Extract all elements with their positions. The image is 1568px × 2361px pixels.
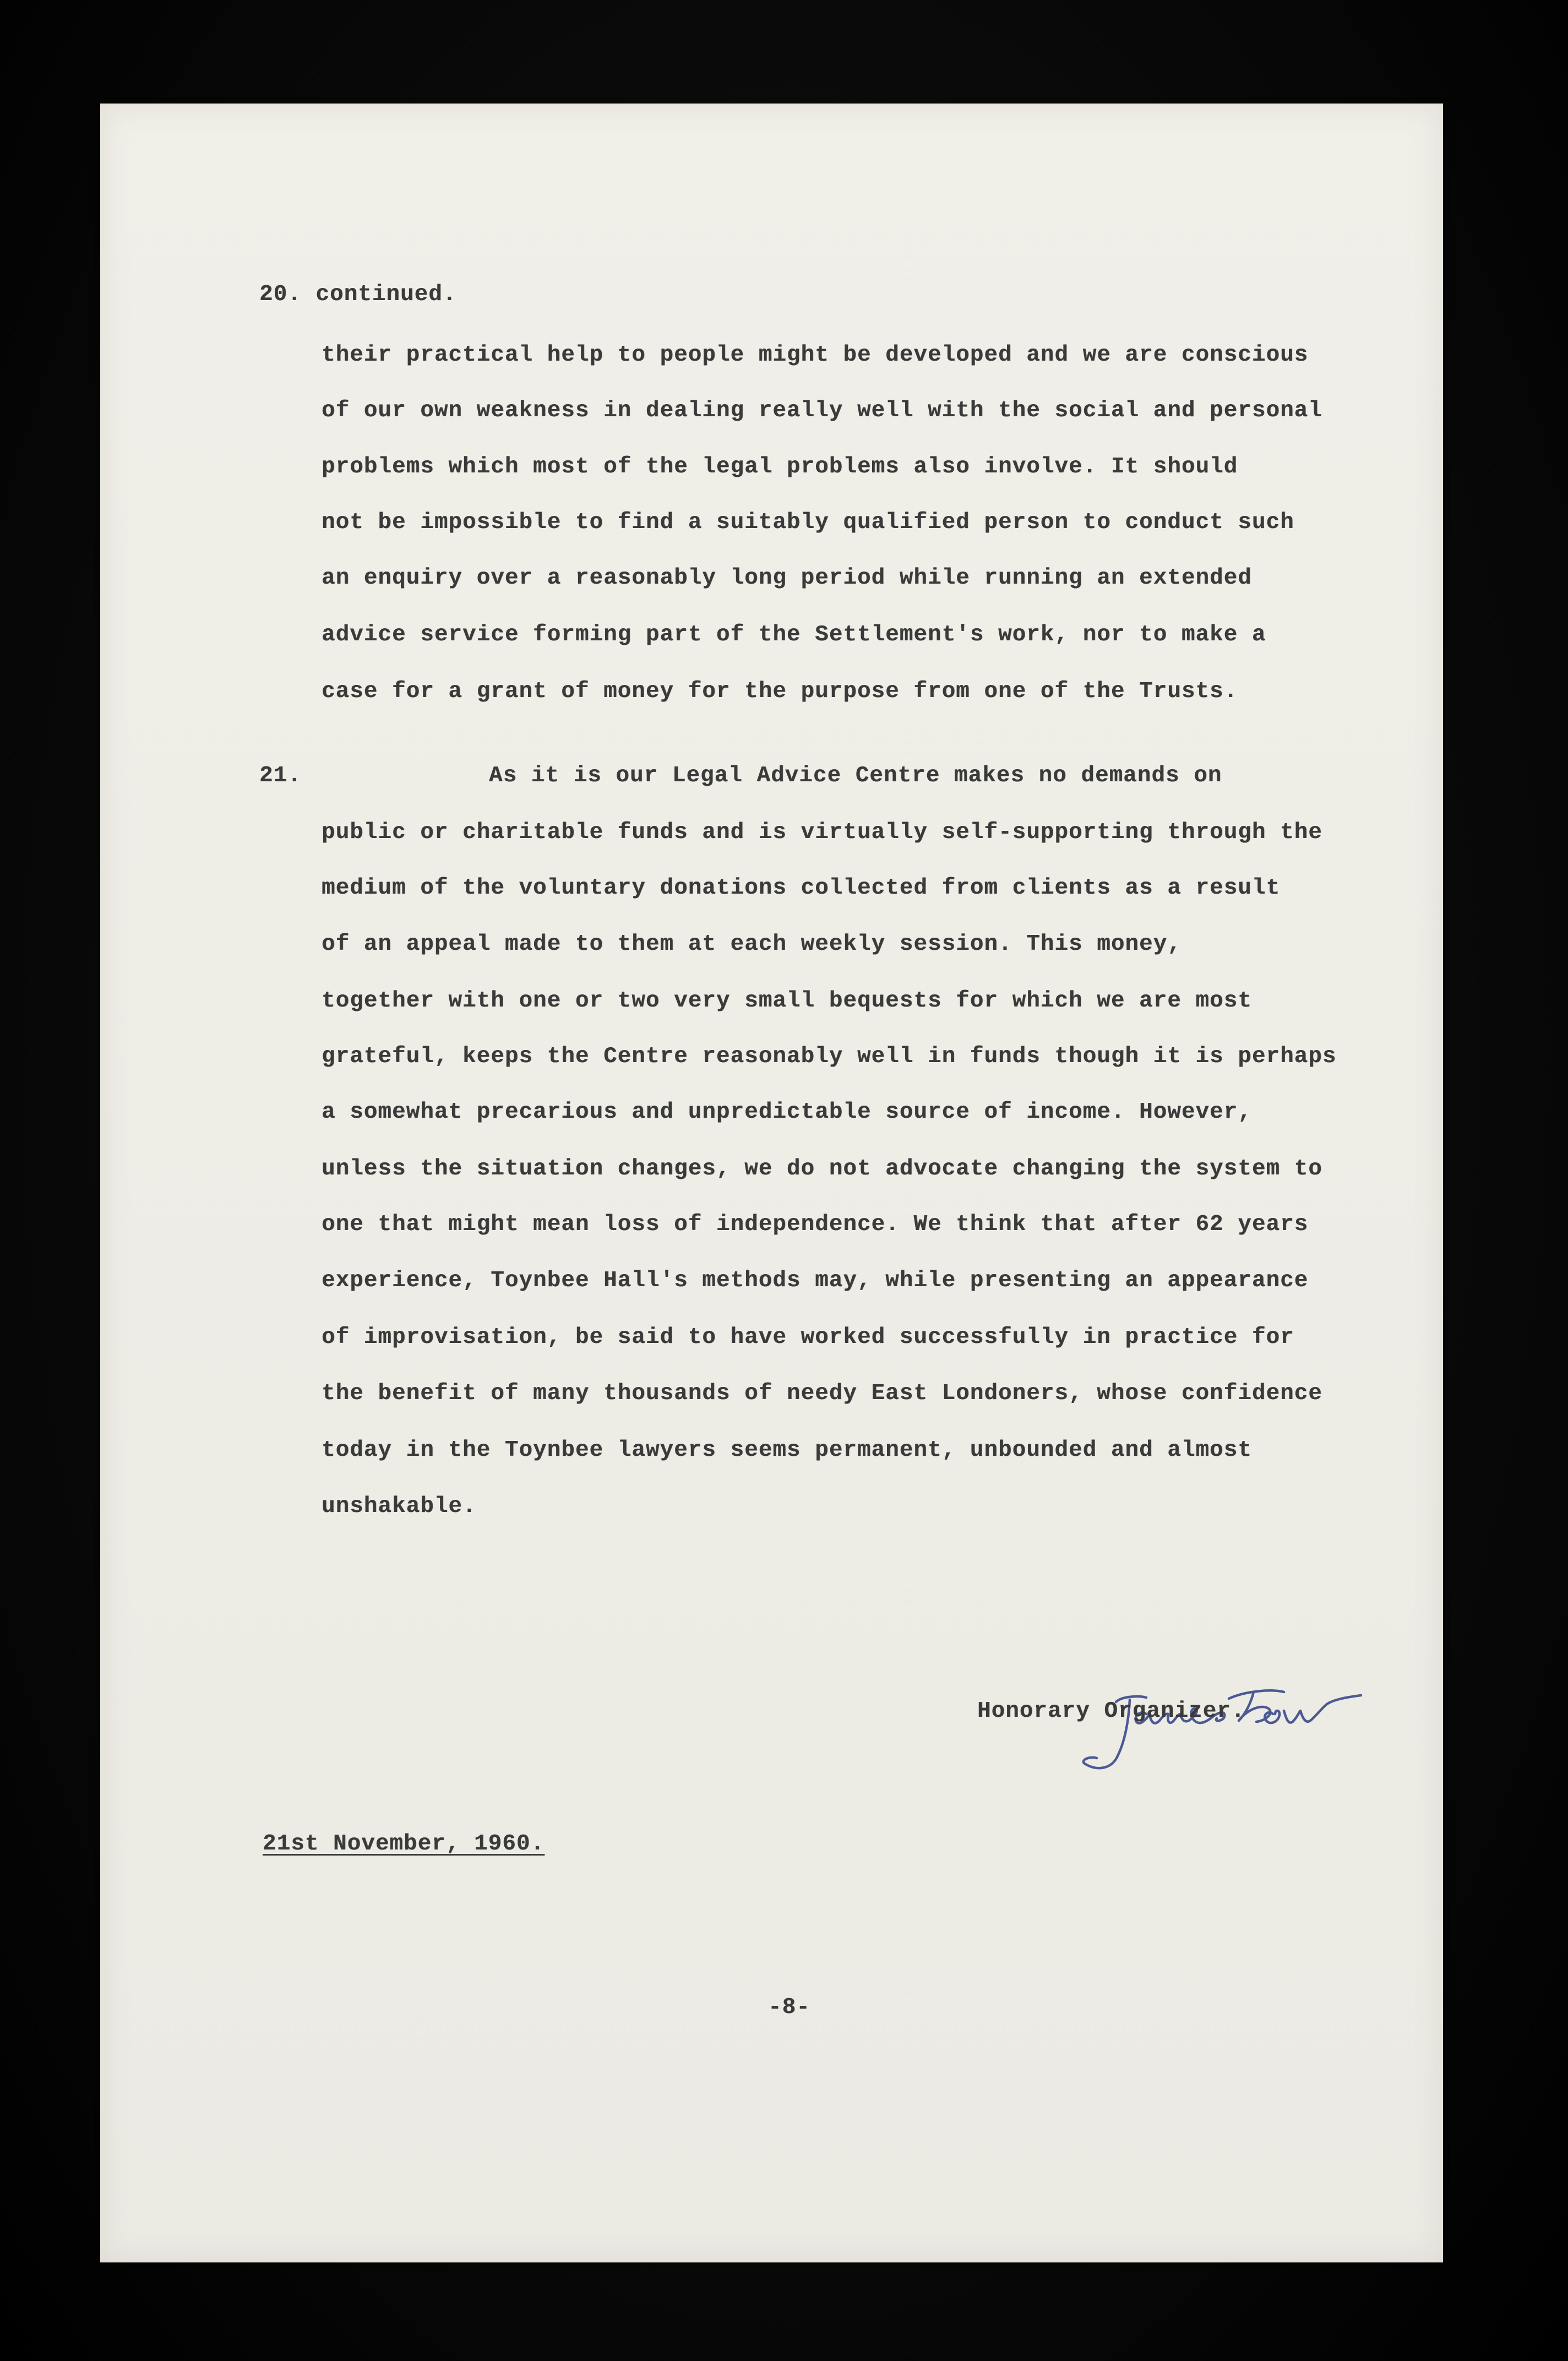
document-date: 21st November, 1960. <box>263 1831 545 1857</box>
paragraph-21-line: the benefit of many thousands of needy East Londoners, whose confidence <box>322 1381 1322 1406</box>
signatory-title: Honorary Organizer. <box>977 1699 1245 1724</box>
signature-text: James Bow <box>1064 1668 1112 1678</box>
paragraph-20-line: case for a grant of money for the purpose from one of the Trusts. <box>322 679 1238 704</box>
handwritten-signature <box>1064 1668 1422 1786</box>
continued-heading: 20. continued. <box>259 282 457 307</box>
paragraph-20-line: their practical help to people might be developed and we are conscious <box>322 342 1309 368</box>
paragraph-21-line: together with one or two very small bequests for which we are most <box>322 988 1252 1014</box>
page-number: -8- <box>768 1995 810 2020</box>
paragraph-20-line: an enquiry over a reasonably long period while running an extended <box>322 565 1252 591</box>
document-page <box>100 104 1443 2262</box>
paragraph-21-line: of an appeal made to them at each weekly session. This money, <box>322 932 1182 957</box>
paragraph-21-line: a somewhat precarious and unpredictable source of income. However, <box>322 1100 1252 1125</box>
paragraph-20-line: problems which most of the legal problems also involve. It should <box>322 454 1238 480</box>
paragraph-21-line: experience, Toynbee Hall's methods may, while presenting an appearance <box>322 1268 1309 1293</box>
paragraph-21-line: unless the situation changes, we do not advocate changing the system to <box>322 1156 1322 1182</box>
paragraph-21-number: 21. <box>259 763 302 788</box>
paragraph-21-line: one that might mean loss of independence. We think that after 62 years <box>322 1212 1309 1237</box>
paragraph-20-line: not be impossible to find a suitably qualified person to conduct such <box>322 510 1294 535</box>
paragraph-21-line: today in the Toynbee lawyers seems permanent, unbounded and almost <box>322 1438 1252 1463</box>
paragraph-21-line: medium of the voluntary donations collected from clients as a result <box>322 875 1281 901</box>
paragraph-20-line: advice service forming part of the Settlement's work, nor to make a <box>322 622 1266 648</box>
paragraph-20-line: of our own weakness in dealing really well with the social and personal <box>322 398 1322 423</box>
paragraph-21-first-line: As it is our Legal Advice Centre makes no demands on <box>489 763 1222 788</box>
paragraph-21-line: of improvisation, be said to have worked successfully in practice for <box>322 1325 1294 1350</box>
paragraph-21-line: unshakable. <box>322 1494 477 1519</box>
paragraph-21-line: public or charitable funds and is virtually self-supporting through the <box>322 820 1322 845</box>
paragraph-21-line: grateful, keeps the Centre reasonably well in funds though it is perhaps <box>322 1044 1337 1069</box>
